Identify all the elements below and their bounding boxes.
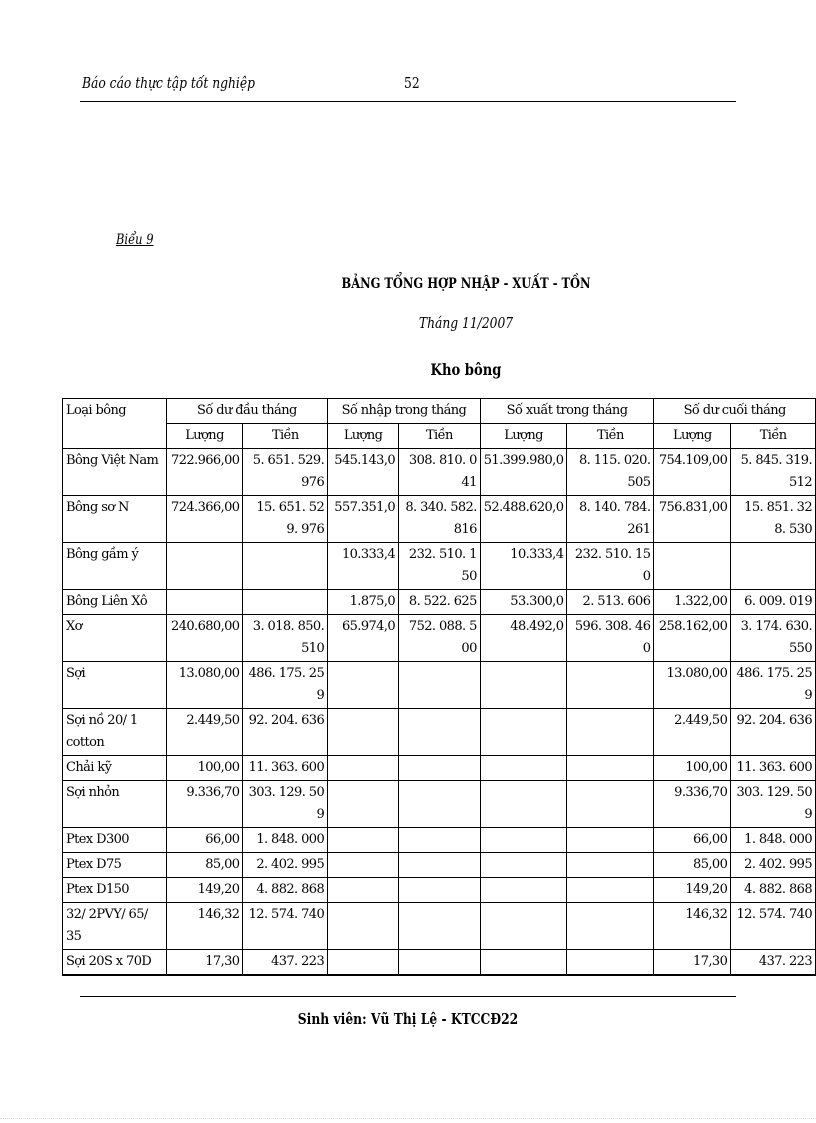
column-header-qty: Lượng (166, 424, 243, 449)
qty-cell: 53.300,0 (480, 590, 567, 615)
amount-cell: 308. 810. 041 (399, 449, 481, 496)
qty-cell: 258.162,00 (654, 615, 731, 662)
row-name-cell: Chải kỹ (63, 756, 167, 781)
amount-cell: 2. 402. 995 (243, 853, 328, 878)
table-row (63, 543, 816, 590)
column-group-header: Số dư cuối tháng (654, 399, 816, 424)
qty-cell: 2.449,50 (166, 709, 243, 756)
amount-cell: 752. 088. 500 (399, 615, 481, 662)
qty-cell: 240.680,00 (166, 615, 243, 662)
table-row (63, 615, 816, 662)
amount-cell: 4. 882. 868 (731, 878, 816, 903)
qty-cell: 9.336,70 (654, 781, 731, 828)
page-bottom-edge (0, 1118, 816, 1119)
table-row (63, 662, 816, 709)
qty-cell (328, 853, 399, 878)
amount-cell: 3. 174. 630. 550 (731, 615, 816, 662)
column-group-header: Số nhập trong tháng (328, 399, 481, 424)
row-name-cell: Xơ (63, 615, 167, 662)
qty-cell (328, 756, 399, 781)
row-name-cell: Bông sơ N (63, 496, 167, 543)
qty-cell: 52.488.620,0 (480, 496, 567, 543)
qty-cell: 722.966,00 (166, 449, 243, 496)
amount-cell (567, 878, 654, 903)
column-header-qty: Lượng (480, 424, 567, 449)
footer-student: Sinh viên: Vũ Thị Lệ - KTCCĐ22 (297, 1010, 519, 1028)
amount-cell: 15. 651. 529. 976 (243, 496, 328, 543)
qty-cell (166, 543, 243, 590)
column-group-header: Số xuất trong tháng (480, 399, 654, 424)
amount-cell: 437. 223 (731, 950, 816, 976)
qty-cell (654, 543, 731, 590)
qty-cell: 10.333,4 (480, 543, 567, 590)
column-header-qty: Lượng (654, 424, 731, 449)
qty-cell: 1.322,00 (654, 590, 731, 615)
amount-cell: 12. 574. 740 (731, 903, 816, 950)
column-header-amount: Tiền (731, 424, 816, 449)
amount-cell: 15. 851. 328. 530 (731, 496, 816, 543)
amount-cell: 8. 522. 625 (399, 590, 481, 615)
table-header-row (63, 399, 816, 424)
qty-cell: 10.333,4 (328, 543, 399, 590)
amount-cell: 303. 129. 509 (243, 781, 328, 828)
row-name-cell: Sợi nồ 20/ 1 cotton (63, 709, 167, 756)
qty-cell (480, 903, 567, 950)
column-header-name: Loại bông (63, 399, 167, 449)
qty-cell (166, 590, 243, 615)
amount-cell: 8. 115. 020. 505 (567, 449, 654, 496)
qty-cell: 2.449,50 (654, 709, 731, 756)
amount-cell (567, 662, 654, 709)
qty-cell: 9.336,70 (166, 781, 243, 828)
amount-cell: 5. 845. 319. 512 (731, 449, 816, 496)
table-body (63, 449, 816, 976)
row-name-cell: Bông gầm ý (63, 543, 167, 590)
qty-cell (480, 781, 567, 828)
qty-cell: 756.831,00 (654, 496, 731, 543)
qty-cell: 557.351,0 (328, 496, 399, 543)
amount-cell: 2. 513. 606 (567, 590, 654, 615)
row-name-cell: Bông Việt Nam (63, 449, 167, 496)
document-subtitle: Tháng 11/2007 (418, 314, 514, 332)
qty-cell: 66,00 (166, 828, 243, 853)
amount-cell (399, 950, 481, 976)
amount-cell: 8. 140. 784. 261 (567, 496, 654, 543)
amount-cell: 1. 848. 000 (243, 828, 328, 853)
table-row (63, 781, 816, 828)
qty-cell (328, 950, 399, 976)
qty-cell: 17,30 (654, 950, 731, 976)
qty-cell: 65.974,0 (328, 615, 399, 662)
table-row (63, 756, 816, 781)
amount-cell (399, 781, 481, 828)
table-row (63, 878, 816, 903)
table-row (63, 853, 816, 878)
qty-cell: 149,20 (654, 878, 731, 903)
footer-divider (80, 996, 736, 997)
amount-cell (243, 590, 328, 615)
amount-cell (399, 828, 481, 853)
qty-cell: 66,00 (654, 828, 731, 853)
inventory-table (62, 398, 816, 976)
amount-cell (731, 543, 816, 590)
section-heading: Kho bông (430, 360, 502, 379)
amount-cell (399, 903, 481, 950)
row-name-cell: Ptex D75 (63, 853, 167, 878)
qty-cell: 149,20 (166, 878, 243, 903)
qty-cell: 146,32 (166, 903, 243, 950)
amount-cell: 596. 308. 460 (567, 615, 654, 662)
table-subheader-row (63, 424, 816, 449)
amount-cell: 12. 574. 740 (243, 903, 328, 950)
amount-cell (399, 878, 481, 903)
row-name-cell: Bông Liên Xô (63, 590, 167, 615)
amount-cell: 11. 363. 600 (731, 756, 816, 781)
qty-cell: 13.080,00 (166, 662, 243, 709)
qty-cell (328, 828, 399, 853)
table-row (63, 903, 816, 950)
page-number: 52 (404, 74, 420, 92)
amount-cell: 92. 204. 636 (731, 709, 816, 756)
table-row (63, 496, 816, 543)
amount-cell (399, 709, 481, 756)
table-row (63, 828, 816, 853)
header-divider (80, 101, 736, 102)
column-header-amount: Tiền (399, 424, 481, 449)
amount-cell: 11. 363. 600 (243, 756, 328, 781)
row-name-cell: 32/ 2PVY/ 65/ 35 (63, 903, 167, 950)
qty-cell (480, 878, 567, 903)
qty-cell (480, 709, 567, 756)
table-row (63, 950, 816, 976)
qty-cell (480, 662, 567, 709)
appendix-label: Biểu 9 (116, 232, 154, 248)
qty-cell: 51.399.980,0 (480, 449, 567, 496)
report-header-title: Báo cáo thực tập tốt nghiệp (82, 74, 255, 92)
qty-cell (328, 662, 399, 709)
table-row (63, 449, 816, 496)
qty-cell: 85,00 (166, 853, 243, 878)
amount-cell: 486. 175. 259 (731, 662, 816, 709)
row-name-cell: Ptex D150 (63, 878, 167, 903)
column-header-amount: Tiền (567, 424, 654, 449)
amount-cell (567, 903, 654, 950)
amount-cell: 1. 848. 000 (731, 828, 816, 853)
column-group-header: Số dư đầu tháng (166, 399, 328, 424)
amount-cell (567, 950, 654, 976)
amount-cell: 6. 009. 019 (731, 590, 816, 615)
document-title: BẢNG TỔNG HỢP NHẬP - XUẤT - TỒN (341, 276, 591, 292)
qty-cell (480, 756, 567, 781)
qty-cell (328, 903, 399, 950)
column-header-qty: Lượng (328, 424, 399, 449)
amount-cell (567, 709, 654, 756)
qty-cell (328, 709, 399, 756)
qty-cell: 545.143,0 (328, 449, 399, 496)
amount-cell (399, 662, 481, 709)
amount-cell (399, 853, 481, 878)
amount-cell (567, 781, 654, 828)
amount-cell: 303. 129. 509 (731, 781, 816, 828)
amount-cell (399, 756, 481, 781)
qty-cell: 17,30 (166, 950, 243, 976)
qty-cell: 13.080,00 (654, 662, 731, 709)
qty-cell (480, 950, 567, 976)
row-name-cell: Ptex D300 (63, 828, 167, 853)
table-row (63, 590, 816, 615)
amount-cell: 8. 340. 582. 816 (399, 496, 481, 543)
qty-cell: 48.492,0 (480, 615, 567, 662)
amount-cell: 3. 018. 850. 510 (243, 615, 328, 662)
amount-cell (243, 543, 328, 590)
qty-cell: 85,00 (654, 853, 731, 878)
qty-cell: 100,00 (654, 756, 731, 781)
qty-cell: 1.875,0 (328, 590, 399, 615)
amount-cell: 437. 223 (243, 950, 328, 976)
row-name-cell: Sợi 20S x 70D (63, 950, 167, 976)
qty-cell (328, 781, 399, 828)
amount-cell: 2. 402. 995 (731, 853, 816, 878)
column-header-amount: Tiền (243, 424, 328, 449)
qty-cell (480, 828, 567, 853)
amount-cell: 4. 882. 868 (243, 878, 328, 903)
amount-cell: 92. 204. 636 (243, 709, 328, 756)
row-name-cell: Sợi (63, 662, 167, 709)
amount-cell: 232. 510. 150 (567, 543, 654, 590)
amount-cell (567, 756, 654, 781)
qty-cell: 754.109,00 (654, 449, 731, 496)
table-row (63, 709, 816, 756)
amount-cell: 486. 175. 259 (243, 662, 328, 709)
qty-cell (328, 878, 399, 903)
qty-cell (480, 853, 567, 878)
row-name-cell: Sợi nhỏn (63, 781, 167, 828)
qty-cell: 146,32 (654, 903, 731, 950)
amount-cell (567, 828, 654, 853)
amount-cell: 232. 510. 150 (399, 543, 481, 590)
amount-cell: 5. 651. 529. 976 (243, 449, 328, 496)
qty-cell: 100,00 (166, 756, 243, 781)
qty-cell: 724.366,00 (166, 496, 243, 543)
amount-cell (567, 853, 654, 878)
